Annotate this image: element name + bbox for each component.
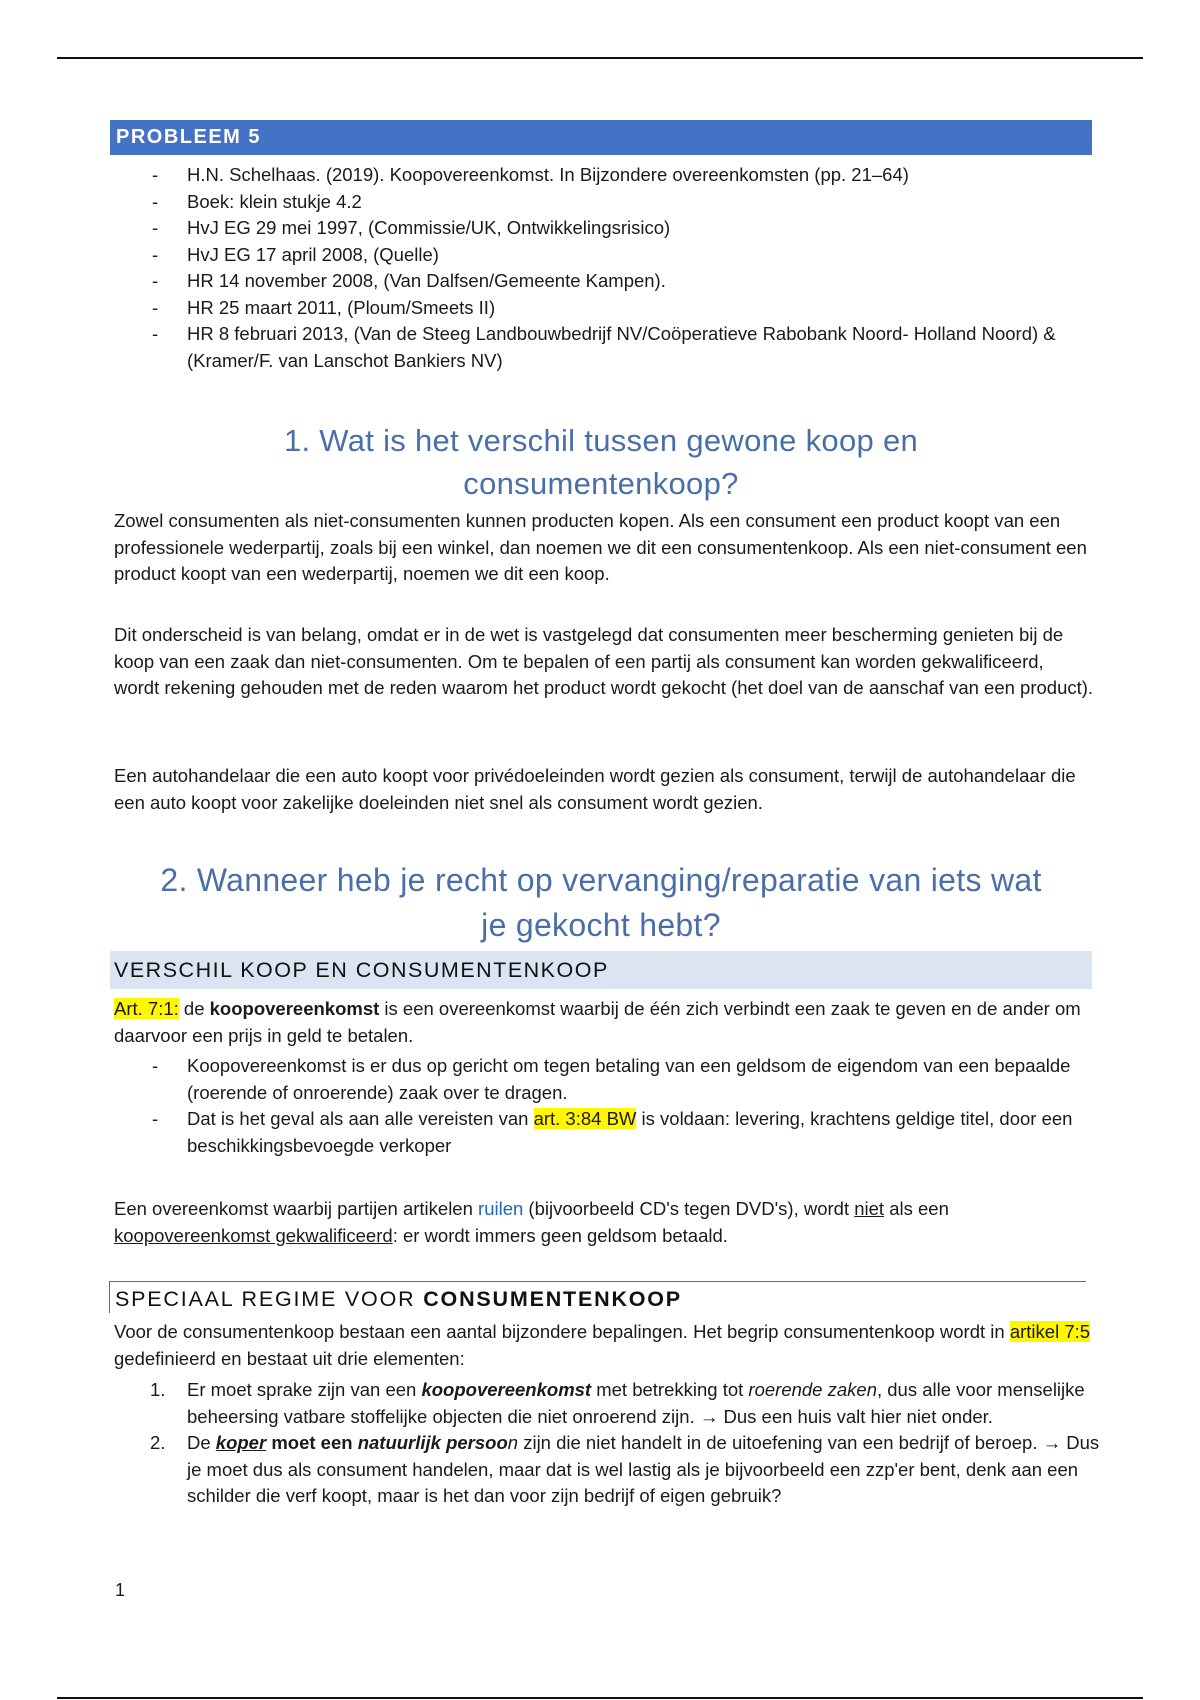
page-number: 1: [115, 1580, 126, 1600]
bottom-rule: [57, 1697, 1143, 1699]
sources-list: [110, 162, 1100, 374]
list-item: - Boek: klein stukje 4.2: [110, 189, 1100, 216]
list-item: - HvJ EG 17 april 2008, (Quelle): [110, 242, 1100, 269]
definition-paragraph: Art. 7:1: de koopovereenkomst is een overeenkomst waarbij de één zich verbindt een zaak te geven en de ander om daarvoor een prijs in geld te betalen.: [114, 998, 1081, 1046]
q1-paragraph-1: Zowel consumenten als niet-consumenten kunnen producten kopen. Als een consument een product koopt van een professionele wederpartij, zoals bij een winkel, dan noemen we dit een consumentenkoop. Als een niet-consument een product koopt van een wederpartij, noemen we dit een koop.: [114, 510, 1087, 584]
section-title-speciaal-regime: SPECIAAL REGIME VOOR CONSUMENTENKOOP: [109, 1281, 1086, 1313]
list-item: - HR 25 maart 2011, (Ploum/Smeets II): [110, 295, 1100, 322]
list-item: - HR 14 november 2008, (Van Dalfsen/Gemeente Kampen).: [110, 268, 1100, 295]
top-rule: [57, 57, 1143, 59]
question-1-heading: 1. Wat is het verschil tussen gewone koop en consumentenkoop?: [283, 423, 919, 501]
problem-title-band: PROBLEEM 5: [110, 120, 1092, 155]
q1-paragraph-3: Een autohandelaar die een auto koopt voor privédoeleinden wordt gezien als consument, terwijl de autohandelaar die een auto koopt voor zakelijke doeleinden niet snel als consument wordt gezien.: [114, 765, 1076, 813]
article-reference: Art. 7:1:: [114, 998, 179, 1019]
question-2-heading: 2. Wanneer heb je recht op vervanging/reparatie van iets wat je gekocht hebt?: [160, 862, 1042, 943]
section-title-verschil: VERSCHIL KOOP EN CONSUMENTENKOOP: [110, 951, 1092, 989]
list-item: - HvJ EG 29 mei 1997, (Commissie/UK, Ontwikkelingsrisico): [110, 215, 1100, 242]
list-item: - Koopovereenkomst is er dus op gericht om tegen betaling van een geldsom de eigendom van een bepaalde (roerende of onroerende) zaak over te dragen.: [110, 1053, 1100, 1106]
article-reference: artikel 7:5: [1009, 1321, 1091, 1342]
definition-bullets: [110, 1053, 1100, 1159]
list-item: 2. De koper moet een natuurlijk persoon zijn die niet handelt in de uitoefening van een bedrijf of beroep. → Dus je moet dus als consument handelen, maar dat is wel lastig als je bijvoorbeeld een zzp'er bent, denk aan een schilder die verf koopt, maar is het dan voor zijn bedrijf of eigen gebruik?: [150, 1432, 1100, 1506]
article-reference: art. 3:84 BW: [533, 1108, 637, 1129]
ruilen-link[interactable]: ruilen: [478, 1198, 524, 1219]
intro-paragraph: Voor de consumentenkoop bestaan een aantal bijzondere bepalingen. Het begrip consumentenkoop wordt in artikel 7:5 gedefinieerd en bestaat uit drie elementen:: [114, 1321, 1091, 1369]
list-item: - HR 8 februari 2013, (Van de Steeg Landbouwbedrijf NV/Coöperatieve Rabobank Noord- Holland Noord) & (Kramer/F. van Lanschot Bankiers NV): [110, 321, 1100, 374]
q1-paragraph-2: Dit onderscheid is van belang, omdat er in de wet is vastgelegd dat consumenten meer bescherming genieten bij de koop van een zaak dan niet-consumenten. Om te bepalen of een partij als consument kan worden gekwalificeerd, wordt rekening gehouden met de reden waarom het product wordt gekocht (het doel van de aanschaf van een product).: [114, 624, 1094, 698]
list-item: - Dat is het geval als aan alle vereisten van art. 3:84 BW is voldaan: levering, krachtens geldige titel, door een beschikkingsbevoegde verkoper: [110, 1106, 1100, 1159]
list-item: - H.N. Schelhaas. (2019). Koopovereenkomst. In Bijzondere overeenkomsten (pp. 21–64): [110, 162, 1100, 189]
elements-list: [110, 1377, 1100, 1510]
list-item: 1. Er moet sprake zijn van een koopovereenkomst met betrekking tot roerende zaken, dus alle voor menselijke beheersing vatbare stoffelijke objecten die niet onroerend zijn. → Dus een huis valt hier niet onder.: [150, 1379, 1085, 1427]
swap-paragraph: Een overeenkomst waarbij partijen artikelen ruilen (bijvoorbeeld CD's tegen DVD's), wordt niet als een koopovereenkomst gekwalificeerd: er wordt immers geen geldsom betaald.: [114, 1198, 949, 1246]
